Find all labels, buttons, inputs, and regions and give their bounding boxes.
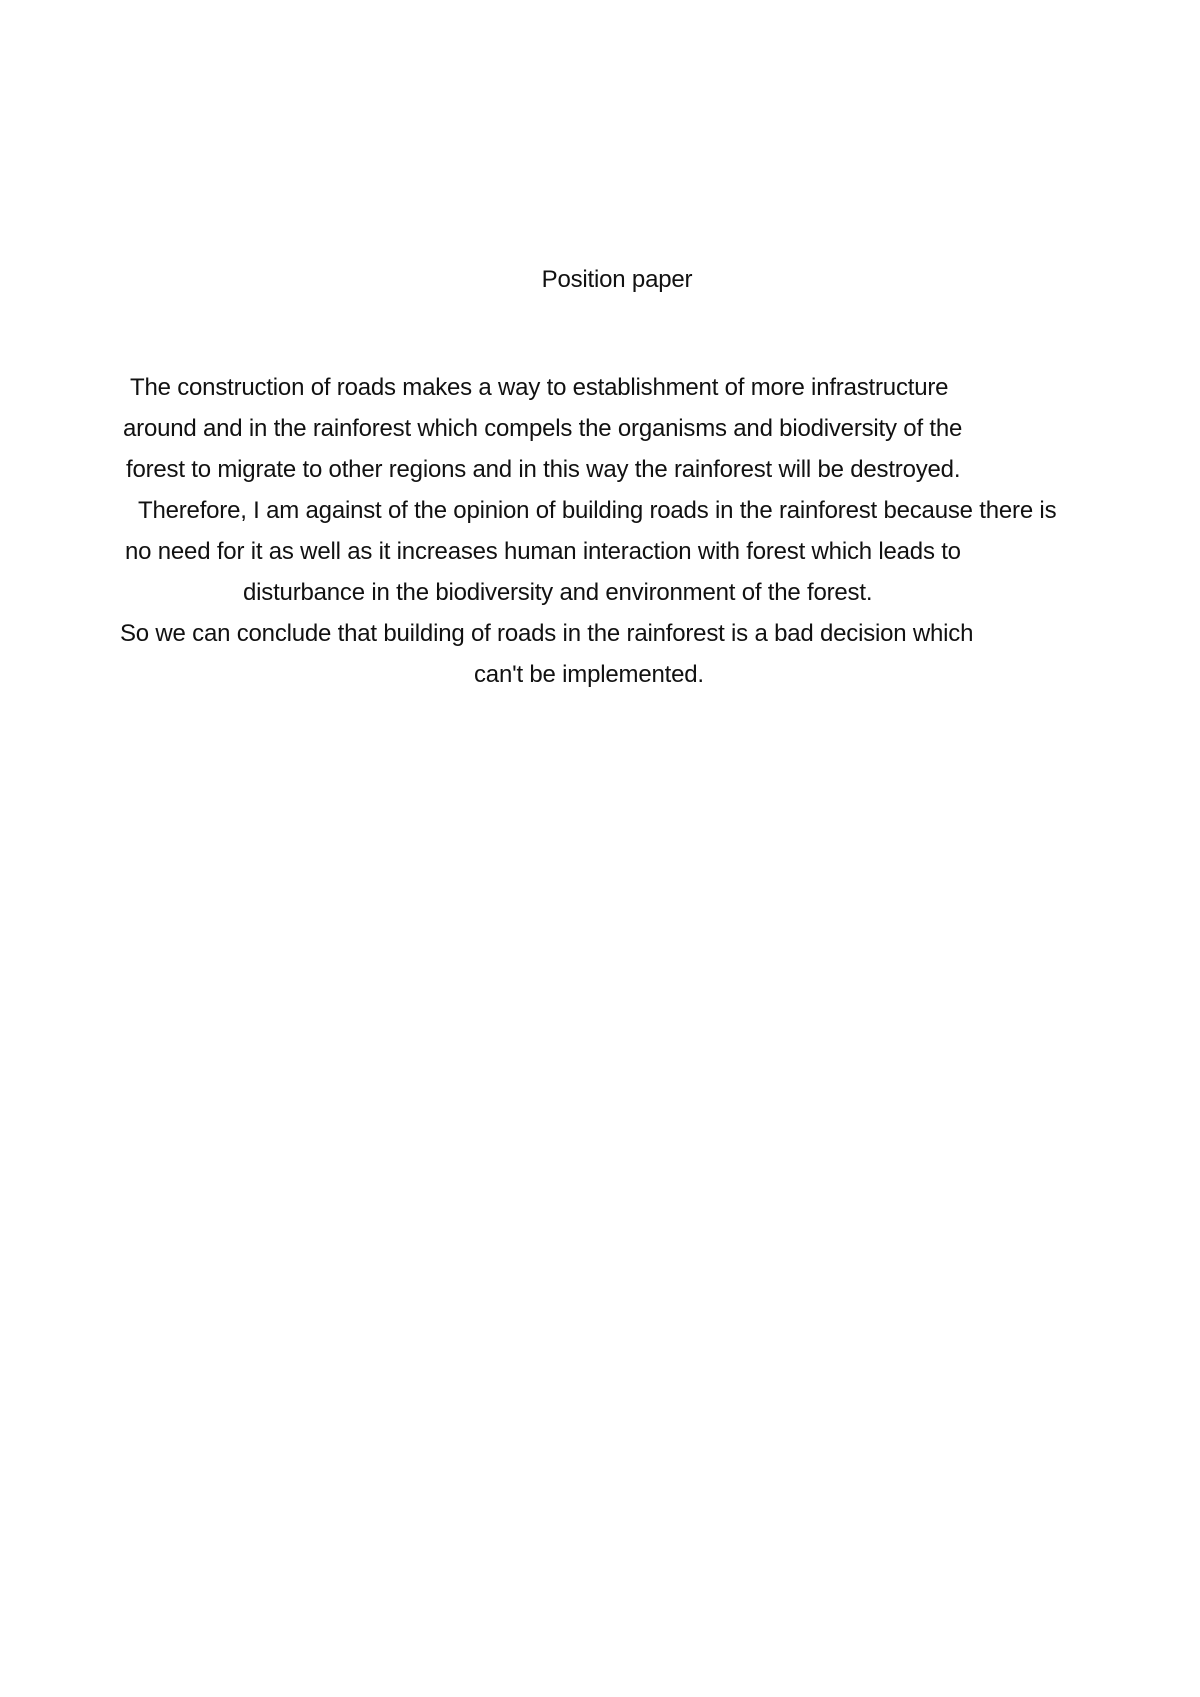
- document-title: Position paper: [541, 266, 693, 293]
- body-line: forest to migrate to other regions and in this way the rainforest will be destroyed.: [126, 456, 961, 483]
- body-line: disturbance in the biodiversity and environment of the forest.: [243, 579, 873, 606]
- body-line: no need for it as well as it increases human interaction with forest which leads to: [125, 538, 961, 565]
- body-line: The construction of roads makes a way to establishment of more infrastructure: [130, 374, 949, 401]
- body-line: Therefore, I am against of the opinion of building roads in the rainforest because there is: [138, 497, 1057, 524]
- body-line: around and in the rainforest which compels the organisms and biodiversity of the: [123, 415, 963, 442]
- body-line: So we can conclude that building of roads in the rainforest is a bad decision which: [120, 620, 974, 647]
- body-line: can't be implemented.: [474, 661, 704, 688]
